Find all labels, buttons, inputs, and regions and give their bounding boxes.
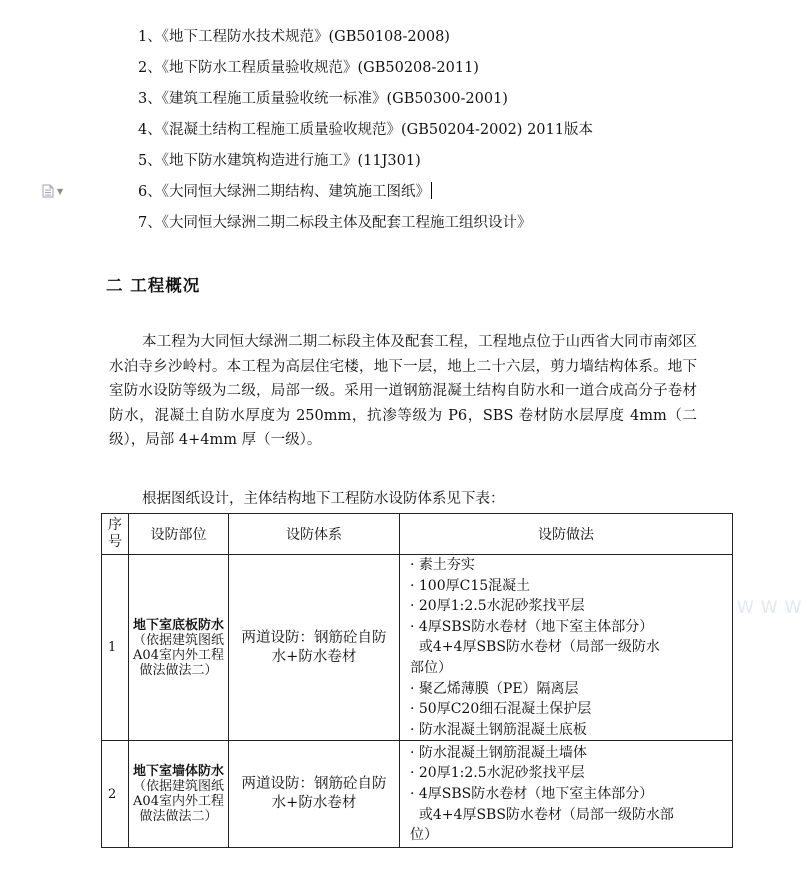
reference-item: 2、《地下防水工程质量验收规范》(GB50208-2011): [138, 60, 479, 76]
text-cursor: [431, 182, 433, 199]
method-item: 或4+4厚SBS防水卷材（局部一级防水部: [410, 806, 674, 823]
method-item: · 50厚C20细石混凝土保护层: [410, 701, 592, 718]
header-seq: 序号: [102, 514, 129, 555]
reference-item: 3、《建筑工程施工质量验收统一标准》(GB50300-2001): [138, 91, 508, 107]
row-part: [129, 741, 229, 848]
row-system: [229, 741, 400, 848]
method-item: · 4厚SBS防水卷材（地下室主体部分）: [410, 618, 654, 635]
document-icon: [42, 184, 54, 198]
method-list: [400, 555, 732, 740]
reference-item: 4、《混凝土结构工程施工质量验收规范》(GB50204-2002) 2011版本: [138, 122, 593, 138]
method-item: · 20厚1:2.5水泥砂浆找平层: [410, 765, 585, 782]
row-method: [400, 555, 733, 741]
paragraph-handle[interactable]: [42, 184, 63, 198]
method-list: [400, 743, 732, 846]
system-text: 两道设防：钢筋砼自防水+防水卷材: [241, 776, 387, 812]
row-part: [129, 555, 229, 741]
row-seq: 2: [102, 741, 129, 848]
table-row: [102, 741, 733, 848]
method-item: 部位）: [410, 659, 452, 676]
reference-item: 1、《地下工程防水技术规范》(GB50108-2008): [138, 29, 450, 45]
reference-item: 7、《大同恒大绿洲二期二标段主体及配套工程施工组织设计》: [138, 215, 532, 231]
header-system: 设防体系: [229, 514, 400, 555]
header-method: 设防做法: [400, 514, 733, 555]
method-item: · 20厚1:2.5水泥砂浆找平层: [410, 598, 585, 615]
section-heading: 二 工程概况: [106, 276, 201, 295]
reference-list: [138, 25, 593, 242]
method-item: 位）: [410, 827, 438, 844]
reference-item: 5、《地下防水建筑构造进行施工》(11J301): [138, 153, 421, 169]
part-note: （依据建筑图纸A04室内外工程做法做法二）: [132, 779, 224, 825]
method-item: · 防水混凝土钢筋混凝土墙体: [410, 744, 587, 761]
part-note: （依据建筑图纸A04室内外工程做法做法二）: [132, 632, 224, 678]
system-text: 两道设防：钢筋砼自防水+防水卷材: [241, 629, 387, 665]
method-item: 或4+4厚SBS防水卷材（局部一级防水: [410, 639, 660, 656]
row-method: [400, 741, 733, 848]
table-intro-paragraph: 根据图纸设计，主体结构地下工程防水设防体系见下表：: [142, 491, 505, 507]
overview-paragraph: 本工程为大同恒大绿洲二期二标段主体及配套工程，工程地点位于山西省大同市南郊区水泊寺乡沙岭村。本工程为高层住宅楼，地下一层，地上二十六层，剪力墙结构体系。地下室防水设防等级为二级，局部一级。采用一道钢筋混凝土结构自防水和一道合成高分子卷材防水，混凝土自防水厚度为 250mm，抗渗等级为 P6，SBS 卷材防水层厚度 4mm（二级），局部 4+4mm 厚（一级）。: [109, 334, 697, 448]
header-part: 设防部位: [129, 514, 229, 555]
watermark: WWW: [737, 598, 808, 618]
method-item: · 素土夯实: [410, 557, 475, 573]
method-item: · 防水混凝土钢筋混凝土底板: [410, 721, 587, 738]
part-title: 地下室墙体防水: [132, 764, 224, 780]
waterproofing-table: [101, 513, 733, 848]
reference-item: 6、《大同恒大绿洲二期结构、建筑施工图纸》: [138, 180, 593, 211]
part-title: 地下室底板防水: [132, 617, 224, 633]
method-item: · 4厚SBS防水卷材（地下室主体部分）: [410, 786, 654, 803]
chevron-down-icon: ▼: [57, 186, 64, 196]
table-row: [102, 555, 733, 741]
row-system: [229, 555, 400, 741]
row-seq: 1: [102, 555, 129, 741]
method-item: · 100厚C15混凝土: [410, 577, 531, 594]
table-header-row: [102, 514, 733, 555]
method-item: · 聚乙烯薄膜（PE）隔离层: [410, 680, 579, 697]
page-bottom-edge: [0, 866, 787, 877]
